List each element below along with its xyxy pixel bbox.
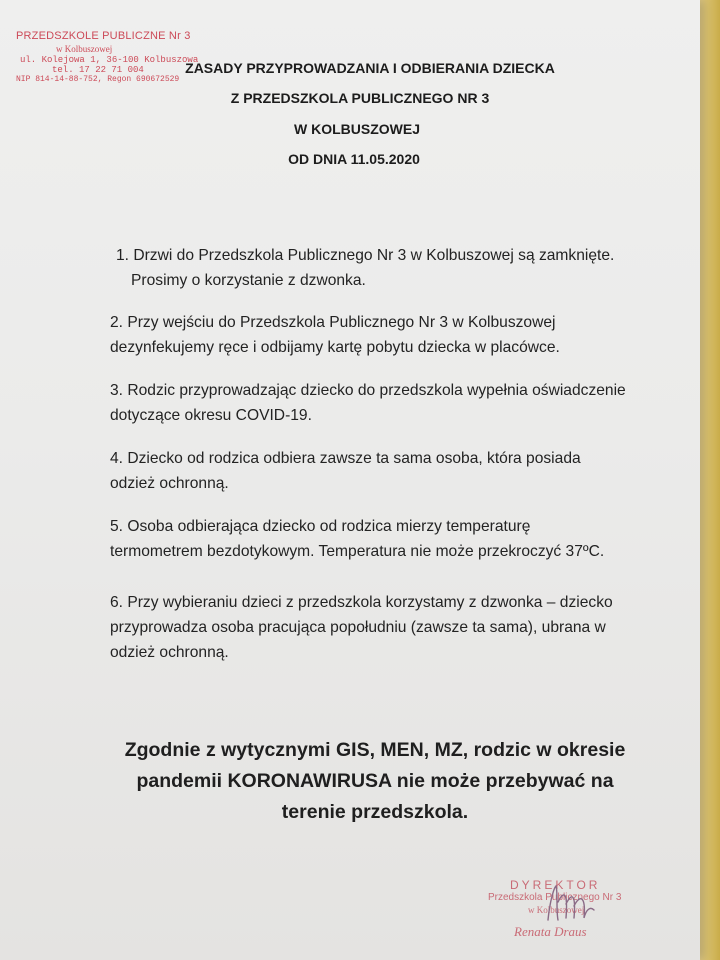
rule-5 — [110, 514, 670, 564]
director-stamp-title: DYREKTOR — [510, 878, 601, 892]
rule-2-line-2: dezynfekujemy ręce i odbijamy kartę pobytu dziecka w placówce. — [110, 339, 560, 356]
rule-5-line-2: termometrem bezdotykowym. Temperatura nie może przekroczyć 37ºC. — [110, 543, 605, 560]
stamp-line-town: w Kolbuszowej — [56, 44, 113, 54]
rule-6-line-3: odzież ochronną. — [110, 644, 229, 661]
rule-3-line-1: 3. Rodzic przyprowadzając dziecko do przedszkola wypełnia oświadczenie — [110, 382, 626, 399]
rule-3 — [110, 378, 670, 428]
rule-6-line-2: przyprowadza osoba pracująca popołudniu (zawsze ta sama), ubrana w — [110, 619, 606, 636]
rule-6-line-1: 6. Przy wybieraniu dzieci z przedszkola korzystamy z dzwonka – dziecko — [110, 594, 613, 611]
rule-6 — [110, 590, 670, 665]
rule-4-line-2: odzież ochronną. — [110, 475, 229, 492]
rule-5-line-1: 5. Osoba odbierająca dziecko od rodzica mierzy temperaturę — [110, 518, 531, 535]
covid-notice — [0, 735, 720, 828]
notice-line-2: pandemii KORONAWIRUSA nie może przebywać na — [136, 770, 614, 792]
rule-1-line-1: 1. Drzwi do Przedszkola Publicznego Nr 3 w Kolbuszowej są zamknięte. — [116, 247, 615, 264]
rule-2-line-1: 2. Przy wejściu do Przedszkola Publicznego Nr 3 w Kolbuszowej — [110, 314, 556, 331]
handwritten-signature — [540, 880, 600, 925]
rule-1-line-2: Prosimy o korzystanie z dzwonka. — [131, 272, 366, 289]
rule-4 — [110, 446, 670, 496]
notice-line-3: terenie przedszkola. — [281, 801, 469, 823]
stamp-line-phone: tel. 17 22 71 004 — [52, 65, 144, 75]
director-stamp-line-1: Przedszkola Publicznego Nr 3 — [488, 892, 622, 903]
director-stamp-line-2: w Kolbuszowej — [528, 905, 585, 915]
director-stamp — [480, 874, 680, 954]
rule-1 — [116, 243, 676, 293]
document-title-line-2: Z PRZEDSZKOLA PUBLICZNEGO NR 3 — [230, 90, 490, 106]
notice-line-1: Zgodnie z wytycznymi GIS, MEN, MZ, rodzic w okresie — [124, 739, 626, 761]
director-stamp-name: Renata Draus — [514, 924, 587, 939]
rule-3-line-2: dotyczące okresu COVID-19. — [110, 407, 312, 424]
stamp-line-address: ul. Kolejowa 1, 36-100 Kolbuszowa — [20, 55, 199, 65]
document-date: OD DNIA 11.05.2020 — [288, 151, 420, 167]
document-title-line-1: ZASADY PRZYPROWADZANIA I ODBIERANIA DZIECKA — [185, 60, 555, 76]
rule-2 — [110, 310, 670, 360]
stamp-line-name: PRZEDSZKOLE PUBLICZNE Nr 3 — [16, 30, 191, 42]
stamp-line-nip: NIP 814-14-88-752, Regon 690672529 — [16, 75, 180, 84]
rule-4-line-1: 4. Dziecko od rodzica odbiera zawsze ta sama osoba, która posiada — [110, 450, 581, 467]
document-title-line-3: W KOLBUSZOWEJ — [294, 121, 420, 137]
